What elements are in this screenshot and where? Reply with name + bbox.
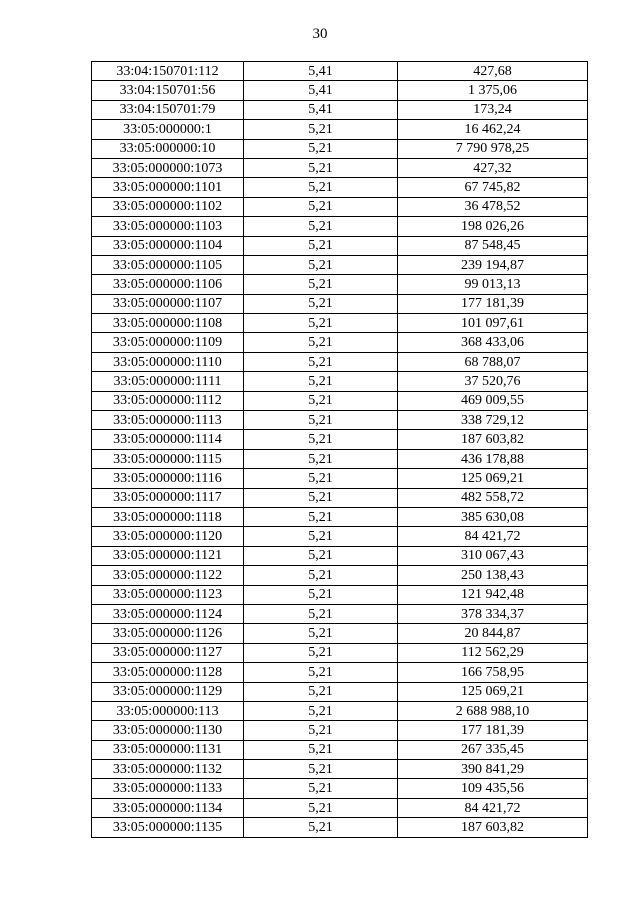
amount-cell: 177 181,39 [398, 721, 588, 740]
cadastral-number-cell: 33:05:000000:1121 [92, 546, 244, 565]
rate-cell: 5,21 [244, 449, 398, 468]
rate-cell: 5,21 [244, 178, 398, 197]
rate-cell: 5,21 [244, 430, 398, 449]
rate-cell: 5,21 [244, 372, 398, 391]
table-row [92, 236, 588, 255]
table-row [92, 158, 588, 177]
rate-cell: 5,21 [244, 643, 398, 662]
table-row [92, 178, 588, 197]
rate-cell: 5,21 [244, 624, 398, 643]
table-row [92, 643, 588, 662]
amount-cell: 87 548,45 [398, 236, 588, 255]
cadastral-number-cell: 33:05:000000:1105 [92, 255, 244, 274]
cadastral-number-cell: 33:05:000000:1120 [92, 527, 244, 546]
cadastral-number-cell: 33:05:000000:1128 [92, 663, 244, 682]
rate-cell: 5,21 [244, 488, 398, 507]
rate-cell: 5,21 [244, 275, 398, 294]
cadastral-number-cell: 33:05:000000:1112 [92, 391, 244, 410]
amount-cell: 36 478,52 [398, 197, 588, 216]
rate-cell: 5,21 [244, 701, 398, 720]
amount-cell: 2 688 988,10 [398, 701, 588, 720]
rate-cell: 5,21 [244, 663, 398, 682]
amount-cell: 112 562,29 [398, 643, 588, 662]
table-row [92, 217, 588, 236]
table-row [92, 391, 588, 410]
rate-cell: 5,21 [244, 682, 398, 701]
amount-cell: 239 194,87 [398, 255, 588, 274]
cadastral-number-cell: 33:04:150701:56 [92, 81, 244, 100]
rate-cell: 5,21 [244, 255, 398, 274]
table-row [92, 604, 588, 623]
amount-cell: 469 009,55 [398, 391, 588, 410]
cadastral-number-cell: 33:05:000000:1123 [92, 585, 244, 604]
amount-cell: 187 603,82 [398, 818, 588, 837]
cadastral-number-cell: 33:05:000000:1122 [92, 566, 244, 585]
rate-cell: 5,21 [244, 566, 398, 585]
cadastral-number-cell: 33:05:000000:1111 [92, 372, 244, 391]
amount-cell: 482 558,72 [398, 488, 588, 507]
amount-cell: 125 069,21 [398, 682, 588, 701]
cadastral-number-cell: 33:05:000000:1109 [92, 333, 244, 352]
table-row [92, 546, 588, 565]
table-row [92, 333, 588, 352]
rate-cell: 5,21 [244, 352, 398, 371]
rate-cell: 5,21 [244, 236, 398, 255]
cadastral-number-cell: 33:04:150701:112 [92, 62, 244, 81]
table-row [92, 294, 588, 313]
amount-cell: 177 181,39 [398, 294, 588, 313]
rate-cell: 5,21 [244, 391, 398, 410]
cadastral-number-cell: 33:05:000000:1126 [92, 624, 244, 643]
rate-cell: 5,21 [244, 740, 398, 759]
cadastral-table [91, 61, 588, 838]
cadastral-number-cell: 33:05:000000:1116 [92, 469, 244, 488]
rate-cell: 5,21 [244, 314, 398, 333]
cadastral-number-cell: 33:05:000000:1107 [92, 294, 244, 313]
table-row [92, 624, 588, 643]
table-row [92, 469, 588, 488]
rate-cell: 5,41 [244, 62, 398, 81]
table-row [92, 255, 588, 274]
table-row [92, 527, 588, 546]
table-row [92, 566, 588, 585]
table-row [92, 798, 588, 817]
rate-cell: 5,21 [244, 507, 398, 526]
table-row [92, 721, 588, 740]
table-row [92, 585, 588, 604]
rate-cell: 5,21 [244, 158, 398, 177]
rate-cell: 5,21 [244, 760, 398, 779]
rate-cell: 5,21 [244, 779, 398, 798]
table-row [92, 488, 588, 507]
rate-cell: 5,41 [244, 81, 398, 100]
rate-cell: 5,21 [244, 546, 398, 565]
amount-cell: 121 942,48 [398, 585, 588, 604]
cadastral-number-cell: 33:05:000000:1132 [92, 760, 244, 779]
amount-cell: 109 435,56 [398, 779, 588, 798]
amount-cell: 1 375,06 [398, 81, 588, 100]
amount-cell: 68 788,07 [398, 352, 588, 371]
amount-cell: 84 421,72 [398, 527, 588, 546]
rate-cell: 5,21 [244, 527, 398, 546]
table-row [92, 352, 588, 371]
cadastral-number-cell: 33:05:000000:1135 [92, 818, 244, 837]
amount-cell: 125 069,21 [398, 469, 588, 488]
cadastral-number-cell: 33:05:000000:1127 [92, 643, 244, 662]
amount-cell: 250 138,43 [398, 566, 588, 585]
page-number: 30 [312, 26, 328, 42]
table-row [92, 430, 588, 449]
cadastral-number-cell: 33:05:000000:1104 [92, 236, 244, 255]
table-row [92, 740, 588, 759]
cadastral-number-cell: 33:05:000000:1073 [92, 158, 244, 177]
rate-cell: 5,21 [244, 721, 398, 740]
rate-cell: 5,21 [244, 469, 398, 488]
amount-cell: 7 790 978,25 [398, 139, 588, 158]
rate-cell: 5,21 [244, 585, 398, 604]
table-row [92, 449, 588, 468]
table-row [92, 779, 588, 798]
rate-cell: 5,21 [244, 411, 398, 430]
rate-cell: 5,21 [244, 818, 398, 837]
cadastral-number-cell: 33:05:000000:1134 [92, 798, 244, 817]
amount-cell: 187 603,82 [398, 430, 588, 449]
amount-cell: 166 758,95 [398, 663, 588, 682]
amount-cell: 310 067,43 [398, 546, 588, 565]
amount-cell: 436 178,88 [398, 449, 588, 468]
table-row [92, 507, 588, 526]
table-row [92, 760, 588, 779]
amount-cell: 427,68 [398, 62, 588, 81]
rate-cell: 5,21 [244, 798, 398, 817]
cadastral-number-cell: 33:05:000000:1 [92, 120, 244, 139]
amount-cell: 390 841,29 [398, 760, 588, 779]
cadastral-number-cell: 33:05:000000:1106 [92, 275, 244, 294]
cadastral-number-cell: 33:05:000000:1115 [92, 449, 244, 468]
table-body [92, 62, 588, 838]
table-row [92, 120, 588, 139]
cadastral-number-cell: 33:05:000000:1133 [92, 779, 244, 798]
table-row [92, 62, 588, 81]
rate-cell: 5,21 [244, 120, 398, 139]
cadastral-number-cell: 33:05:000000:1129 [92, 682, 244, 701]
rate-cell: 5,21 [244, 333, 398, 352]
amount-cell: 99 013,13 [398, 275, 588, 294]
amount-cell: 37 520,76 [398, 372, 588, 391]
table-row [92, 372, 588, 391]
cadastral-number-cell: 33:05:000000:1117 [92, 488, 244, 507]
cadastral-number-cell: 33:05:000000:1110 [92, 352, 244, 371]
cadastral-number-cell: 33:05:000000:1124 [92, 604, 244, 623]
cadastral-number-cell: 33:05:000000:1113 [92, 411, 244, 430]
amount-cell: 84 421,72 [398, 798, 588, 817]
amount-cell: 20 844,87 [398, 624, 588, 643]
cadastral-number-cell: 33:05:000000:1118 [92, 507, 244, 526]
table-row [92, 139, 588, 158]
cadastral-number-cell: 33:05:000000:1114 [92, 430, 244, 449]
cadastral-number-cell: 33:05:000000:1102 [92, 197, 244, 216]
amount-cell: 267 335,45 [398, 740, 588, 759]
table-row [92, 314, 588, 333]
amount-cell: 338 729,12 [398, 411, 588, 430]
table-row [92, 818, 588, 837]
rate-cell: 5,41 [244, 100, 398, 119]
amount-cell: 101 097,61 [398, 314, 588, 333]
amount-cell: 173,24 [398, 100, 588, 119]
rate-cell: 5,21 [244, 197, 398, 216]
rate-cell: 5,21 [244, 217, 398, 236]
table-row [92, 411, 588, 430]
cadastral-number-cell: 33:05:000000:1101 [92, 178, 244, 197]
amount-cell: 385 630,08 [398, 507, 588, 526]
table-row [92, 663, 588, 682]
table-row [92, 701, 588, 720]
amount-cell: 198 026,26 [398, 217, 588, 236]
cadastral-number-cell: 33:05:000000:113 [92, 701, 244, 720]
cadastral-number-cell: 33:05:000000:1103 [92, 217, 244, 236]
amount-cell: 16 462,24 [398, 120, 588, 139]
cadastral-number-cell: 33:05:000000:1131 [92, 740, 244, 759]
amount-cell: 427,32 [398, 158, 588, 177]
table-row [92, 100, 588, 119]
cadastral-number-cell: 33:05:000000:10 [92, 139, 244, 158]
amount-cell: 67 745,82 [398, 178, 588, 197]
rate-cell: 5,21 [244, 139, 398, 158]
table-row [92, 682, 588, 701]
rate-cell: 5,21 [244, 604, 398, 623]
cadastral-number-cell: 33:05:000000:1130 [92, 721, 244, 740]
table-row [92, 81, 588, 100]
amount-cell: 378 334,37 [398, 604, 588, 623]
cadastral-number-cell: 33:04:150701:79 [92, 100, 244, 119]
table-row [92, 197, 588, 216]
amount-cell: 368 433,06 [398, 333, 588, 352]
cadastral-number-cell: 33:05:000000:1108 [92, 314, 244, 333]
table-row [92, 275, 588, 294]
rate-cell: 5,21 [244, 294, 398, 313]
